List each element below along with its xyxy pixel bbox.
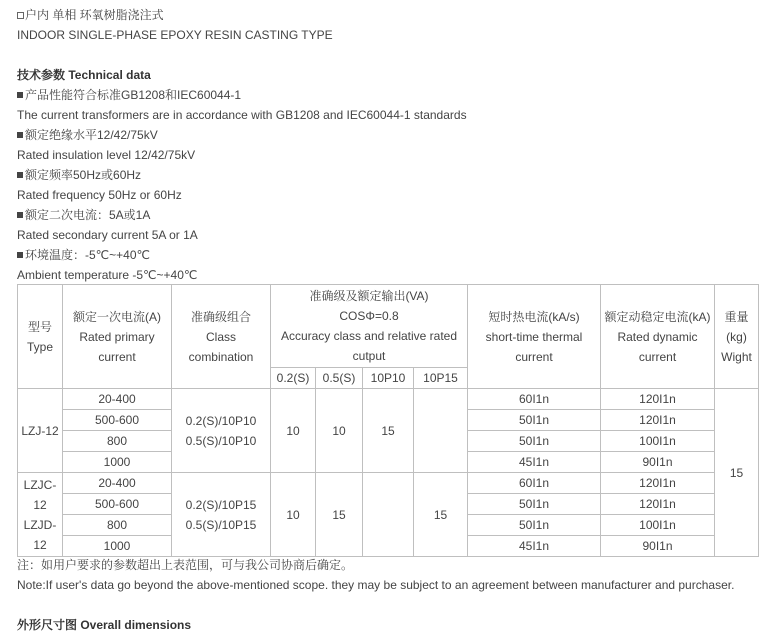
cell-dynamic: 100I1n bbox=[601, 515, 715, 536]
spec-cn-1 bbox=[17, 88, 241, 102]
cell-primary: 800 bbox=[63, 431, 172, 452]
class-line: 0.2(S)/10P15 bbox=[185, 497, 257, 512]
title-english: INDOOR SINGLE-PHASE EPOXY RESIN CASTING TYPE bbox=[17, 28, 333, 42]
cell-05s: 15 bbox=[316, 473, 363, 557]
type-line: LZJD- bbox=[23, 517, 57, 532]
header-weight-cn: 重量 bbox=[724, 309, 749, 324]
cell-02s: 10 bbox=[271, 389, 316, 473]
type-line: 12 bbox=[33, 497, 47, 512]
cell-dynamic: 90I1n bbox=[601, 452, 715, 473]
type-line: 12 bbox=[33, 537, 47, 552]
class-line: 0.5(S)/10P10 bbox=[185, 433, 257, 448]
cell-thermal: 50I1n bbox=[468, 494, 601, 515]
cell-thermal: 50I1n bbox=[468, 410, 601, 431]
spec-cn-text: 产品性能符合标准GB1208和IEC60044-1 bbox=[25, 88, 242, 102]
cell-primary: 20-400 bbox=[63, 473, 172, 494]
header-primary-en: Rated primary bbox=[79, 329, 155, 344]
class-line: 0.5(S)/10P15 bbox=[185, 517, 257, 532]
header-class-combination bbox=[172, 285, 271, 389]
spec-en-3: Rated frequency 50Hz or 60Hz bbox=[17, 188, 182, 202]
header-class-en2: combination bbox=[188, 349, 254, 364]
header-thermal-current bbox=[468, 285, 601, 389]
cell-class bbox=[172, 389, 271, 473]
missing-glyph-icon bbox=[17, 12, 24, 19]
spec-en-1: The current transformers are in accordance with GB1208 and IEC60044-1 standards bbox=[17, 108, 467, 122]
cell-10p10 bbox=[363, 473, 414, 557]
cell-primary: 20-400 bbox=[63, 389, 172, 410]
spec-en-5: Ambient temperature -5℃~+40℃ bbox=[17, 268, 198, 282]
cell-thermal: 60I1n bbox=[468, 473, 601, 494]
header-dynamic-current bbox=[601, 285, 715, 389]
header-class-cn: 准确级组合 bbox=[190, 309, 251, 324]
header-accuracy bbox=[271, 285, 468, 368]
spec-cn-5 bbox=[17, 248, 150, 262]
cell-10p15: 15 bbox=[414, 473, 468, 557]
header-dynamic-en2: current bbox=[638, 349, 677, 364]
header-accuracy-cn: 准确级及额定输出(VA) bbox=[309, 289, 429, 303]
type-line: LZJ-12 bbox=[21, 423, 59, 438]
subheader-10p10: 10P10 bbox=[363, 368, 414, 389]
header-row bbox=[18, 285, 759, 368]
subheader-02s: 0.2(S) bbox=[271, 368, 316, 389]
cell-type-lzj12 bbox=[18, 389, 63, 473]
bullet-icon bbox=[17, 212, 23, 218]
cell-dynamic: 120I1n bbox=[601, 410, 715, 431]
cell-weight: 15 bbox=[715, 389, 759, 557]
header-primary-en2: current bbox=[98, 349, 136, 364]
bullet-icon bbox=[17, 92, 23, 98]
cell-primary: 500-600 bbox=[63, 494, 172, 515]
table-row bbox=[18, 473, 759, 494]
cell-10p10: 15 bbox=[363, 389, 414, 473]
cell-dynamic: 120I1n bbox=[601, 389, 715, 410]
cell-thermal: 50I1n bbox=[468, 431, 601, 452]
note-chinese: 注：如用户要求的参数超出上表范围，可与我公司协商后确定。 bbox=[17, 558, 354, 572]
spec-cn-4 bbox=[17, 208, 150, 222]
cell-10p15 bbox=[414, 389, 468, 473]
spec-cn-3 bbox=[17, 168, 141, 182]
cell-dynamic: 100I1n bbox=[601, 431, 715, 452]
cell-primary: 1000 bbox=[63, 452, 172, 473]
spec-en-4: Rated secondary current 5A or 1A bbox=[17, 228, 198, 242]
header-primary-cn: 额定一次电流(A) bbox=[73, 309, 161, 324]
header-primary-current bbox=[63, 285, 172, 389]
title-chinese bbox=[17, 8, 164, 22]
cell-primary: 500-600 bbox=[63, 410, 172, 431]
title-chinese-text: 户内 单相 环氧树脂浇注式 bbox=[25, 8, 164, 22]
cell-dynamic: 120I1n bbox=[601, 494, 715, 515]
spec-cn-text: 额定二次电流：5A或1A bbox=[25, 208, 151, 222]
spec-en-2: Rated insulation level 12/42/75kV bbox=[17, 148, 196, 162]
cell-thermal: 45I1n bbox=[468, 452, 601, 473]
spec-cn-2 bbox=[17, 128, 158, 142]
class-line: 0.2(S)/10P10 bbox=[185, 413, 257, 428]
header-dynamic-en: Rated dynamic bbox=[617, 329, 698, 344]
cell-primary: 800 bbox=[63, 515, 172, 536]
cell-02s: 10 bbox=[271, 473, 316, 557]
header-accuracy-cos: COSΦ=0.8 bbox=[339, 309, 399, 323]
header-accuracy-en2: cutput bbox=[352, 349, 386, 363]
subheader-10p15: 10P15 bbox=[414, 368, 468, 389]
spec-cn-text: 额定绝缘水平12/42/75kV bbox=[25, 128, 158, 142]
subheader-05s: 0.5(S) bbox=[316, 368, 363, 389]
spec-cn-text: 额定频率50Hz或60Hz bbox=[25, 168, 142, 182]
header-weight-unit: (kg) bbox=[726, 329, 747, 344]
bullet-icon bbox=[17, 132, 23, 138]
cell-type-lzjc-lzjd bbox=[18, 473, 63, 557]
header-thermal-en: short-time thermal bbox=[485, 329, 583, 344]
header-weight bbox=[715, 285, 759, 389]
header-dynamic-cn: 额定动稳定电流(kA) bbox=[604, 309, 711, 324]
header-type bbox=[18, 285, 63, 389]
technical-data-table bbox=[17, 284, 759, 557]
header-type-en: Type bbox=[26, 339, 53, 354]
type-line: LZJC- bbox=[23, 477, 57, 492]
table-row bbox=[18, 389, 759, 410]
cell-primary: 1000 bbox=[63, 536, 172, 557]
section-heading-dimensions: 外形尺寸图 Overall dimensions bbox=[17, 618, 192, 632]
spec-cn-text: 环境温度：-5℃~+40℃ bbox=[25, 248, 150, 262]
cell-05s: 10 bbox=[316, 389, 363, 473]
section-heading-technical: 技术参数 Technical data bbox=[17, 68, 151, 82]
header-accuracy-en: Accuracy class and relative rated bbox=[280, 329, 458, 343]
header-thermal-cn: 短时热电流(kA/s) bbox=[488, 309, 580, 324]
header-weight-en: Wight bbox=[721, 349, 752, 364]
header-class-en: Class bbox=[205, 329, 236, 344]
bullet-icon bbox=[17, 172, 23, 178]
cell-dynamic: 90I1n bbox=[601, 536, 715, 557]
cell-thermal: 45I1n bbox=[468, 536, 601, 557]
cell-class bbox=[172, 473, 271, 557]
header-thermal-en2: current bbox=[515, 349, 553, 364]
note-english: Note:If user's data go beyond the above-mentioned scope. they may be subject to an agreement between manufacturer and purchaser. bbox=[17, 578, 735, 592]
bullet-icon bbox=[17, 252, 23, 258]
header-type-cn: 型号 bbox=[27, 319, 52, 334]
cell-thermal: 50I1n bbox=[468, 515, 601, 536]
cell-dynamic: 120I1n bbox=[601, 473, 715, 494]
cell-thermal: 60I1n bbox=[468, 389, 601, 410]
